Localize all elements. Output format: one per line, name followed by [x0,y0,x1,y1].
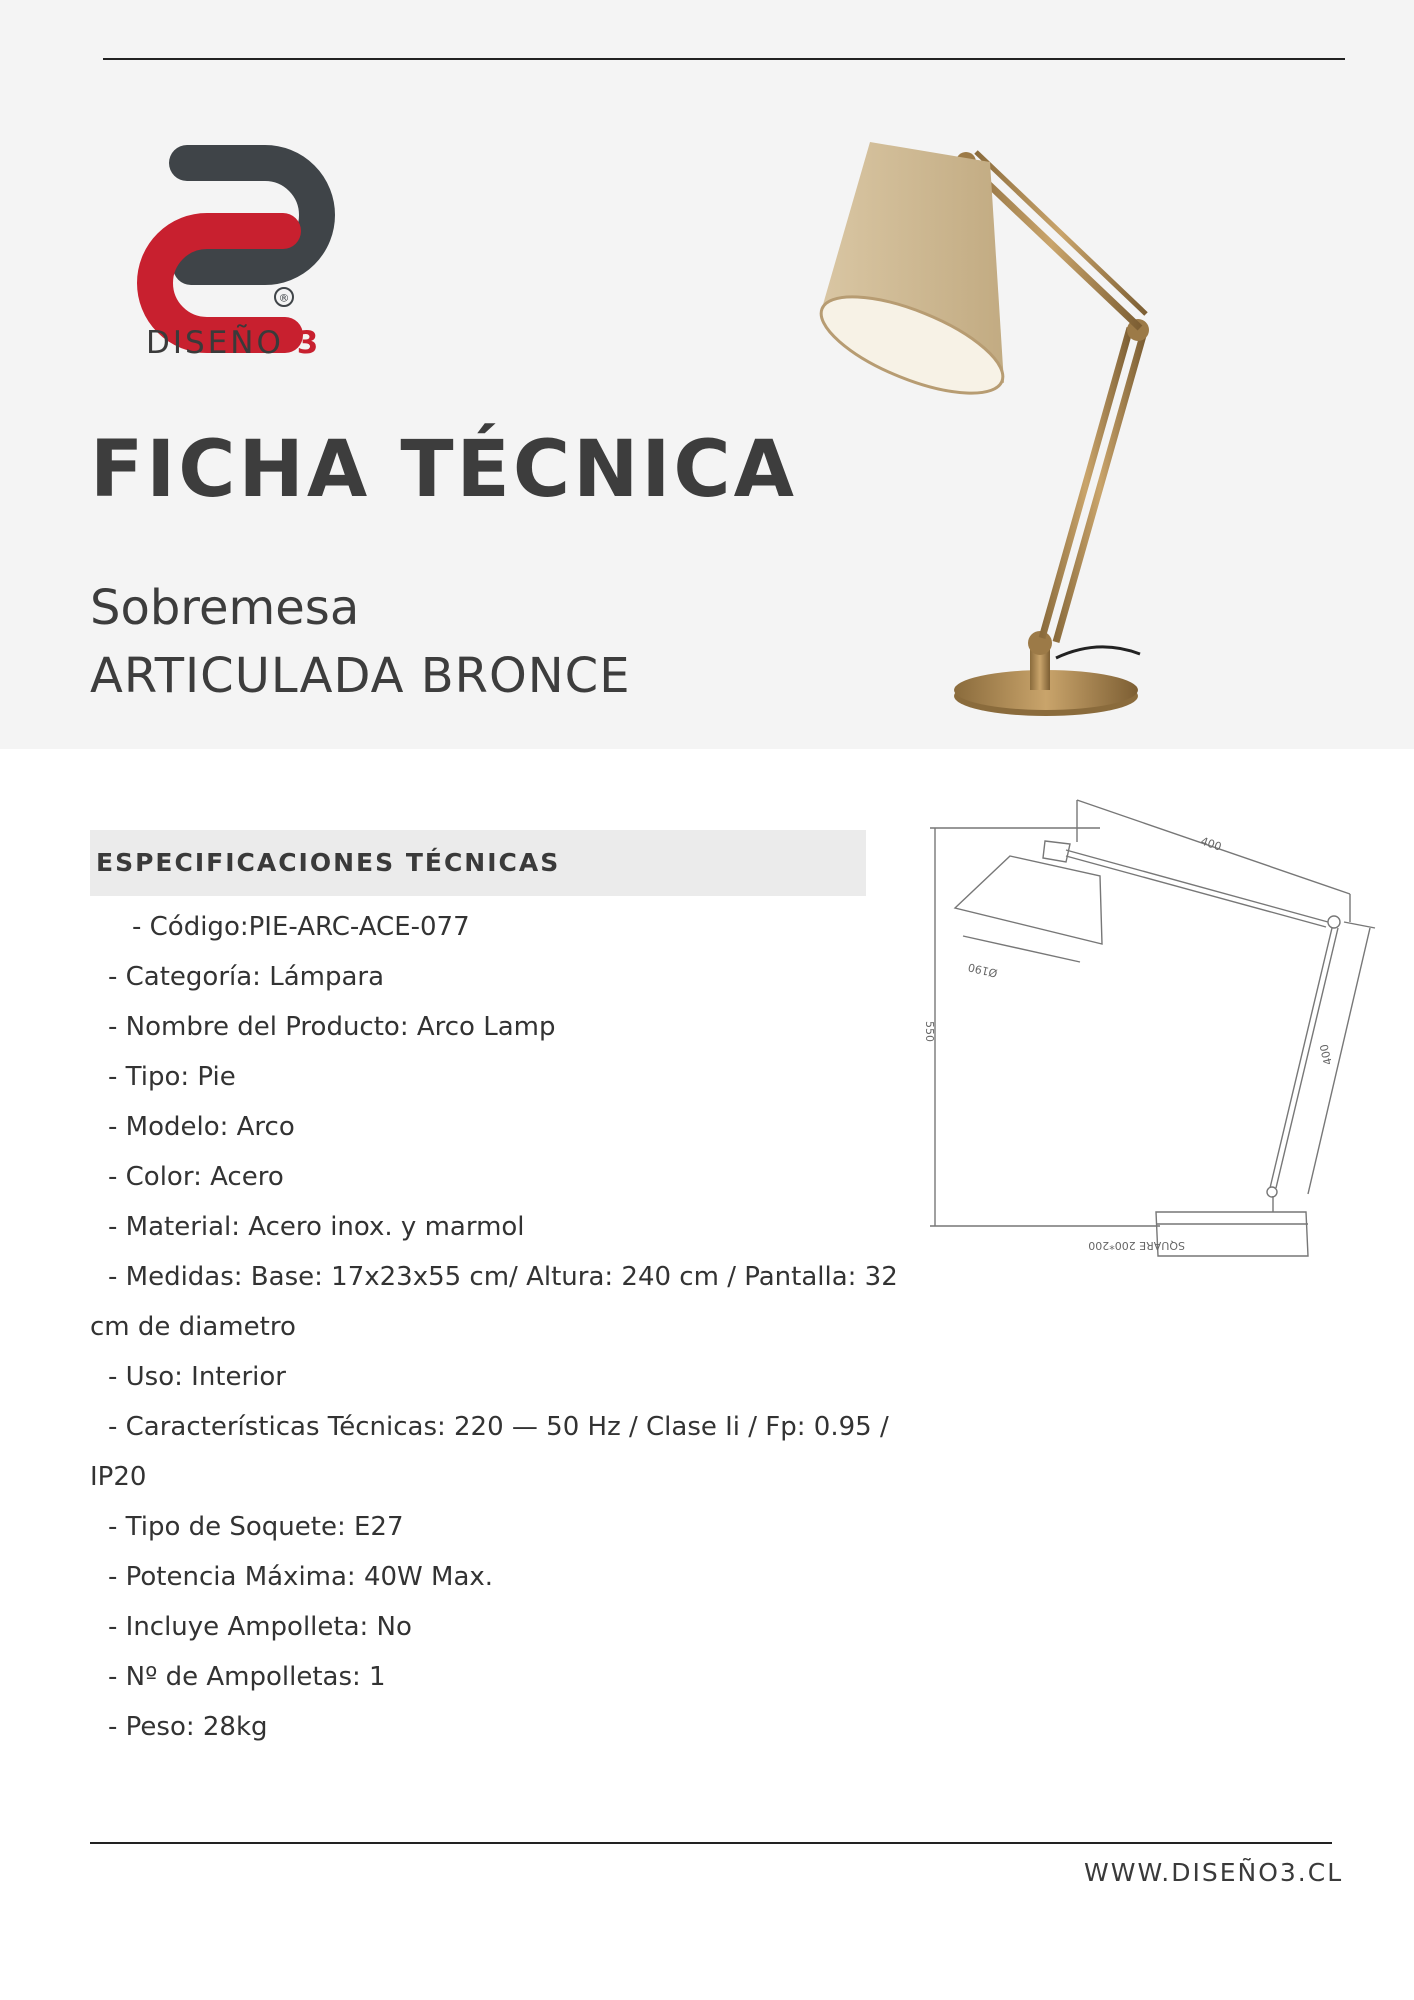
spec-item-technical: - Características Técnicas: 220 — 50 Hz / Clase Ii / Fp: 0.95 / [108,1412,889,1442]
product-category: Sobremesa [90,580,360,636]
spec-item-power: - Potencia Máxima: 40W Max. [108,1562,494,1592]
spec-item-type: - Tipo: Pie [108,1062,236,1092]
page-title: FICHA TÉCNICA [90,425,797,515]
dim-arm-length: 400 [1199,834,1224,854]
spec-item-use: - Uso: Interior [108,1362,287,1392]
brand-number: 3 [296,325,322,361]
spec-item-technical-cont: IP20 [90,1462,147,1492]
spec-item-weight: - Peso: 28kg [108,1712,268,1742]
spec-item-category: - Categoría: Lámpara [108,962,385,992]
spec-item-socket: - Tipo de Soquete: E27 [108,1512,404,1542]
spec-item-bulb-count: - Nº de Ampolletas: 1 [108,1662,386,1692]
spec-item-material: - Material: Acero inox. y marmol [108,1212,525,1242]
brand-word: DISEÑO [146,325,284,361]
dim-total-height: 550 [923,1021,936,1042]
spec-item-code: - Código:PIE-ARC-ACE-077 [132,912,470,942]
spec-heading: ESPECIFICACIONES TÉCNICAS [96,848,561,877]
website-link[interactable]: WWW.DISEÑO3.CL [1084,1858,1344,1887]
spec-item-bulb-included: - Incluye Ampolleta: No [108,1612,412,1642]
spec-item-measures: - Medidas: Base: 17x23x55 cm/ Altura: 240 cm / Pantalla: 32 [108,1262,898,1292]
product-name: ARTICULADA BRONCE [90,648,631,704]
spec-item-measures-cont: cm de diametro [90,1312,296,1342]
registered-mark: ® [278,291,290,305]
spec-item-model: - Modelo: Arco [108,1112,295,1142]
spec-item-color: - Color: Acero [108,1162,284,1192]
dim-base: SQUARE 200*200 [1088,1239,1185,1252]
dim-shade-diameter: Ø190 [966,960,999,980]
bottom-divider [90,1842,1332,1844]
dim-lower-arm: 400 [1317,1042,1335,1067]
spec-item-product-name: - Nombre del Producto: Arco Lamp [108,1012,556,1042]
